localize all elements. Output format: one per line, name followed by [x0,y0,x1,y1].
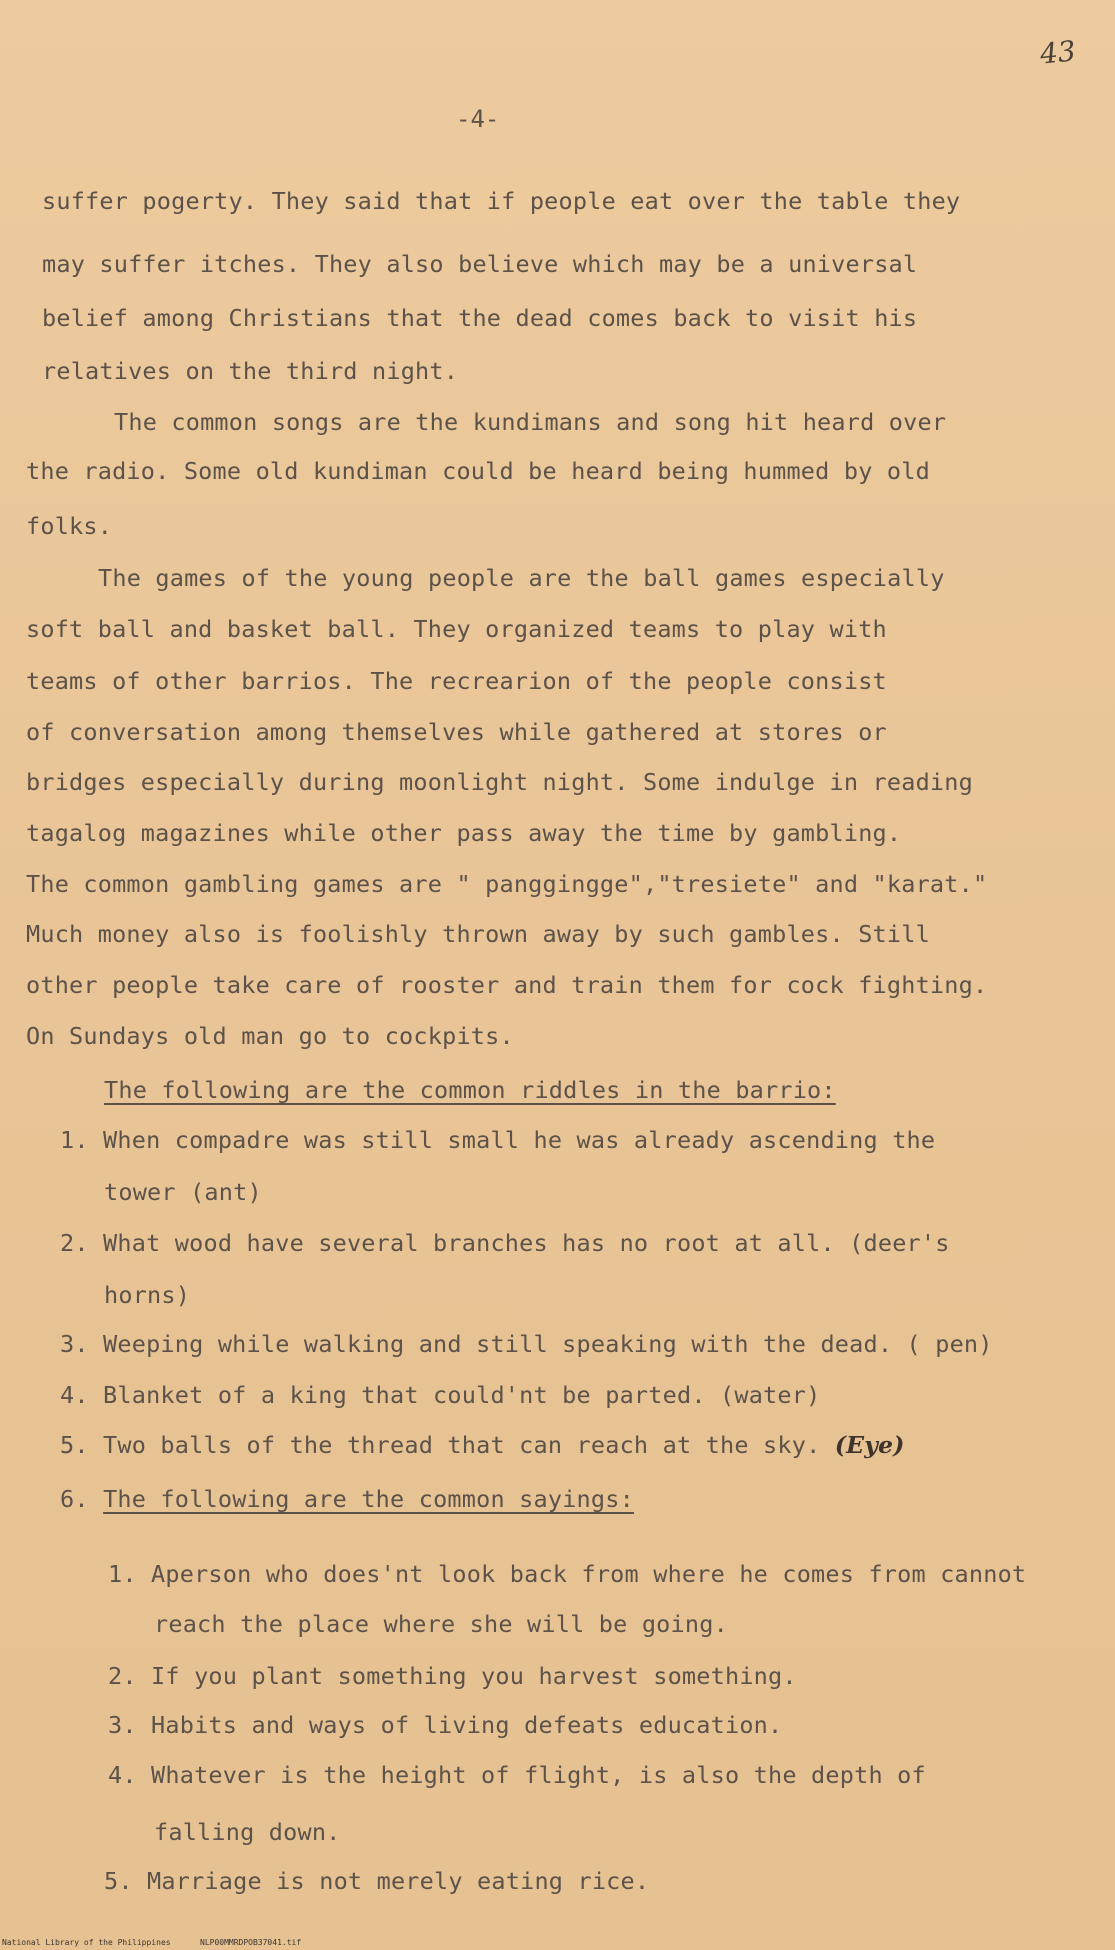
riddle-item [60,1430,905,1460]
sayings-heading-line [60,1484,634,1514]
handwritten-answer: (Eye) [834,1431,905,1459]
riddle-item: 3. Weeping while walking and still speaking with the dead. ( pen) [60,1330,993,1358]
text-line: On Sundays old man go to cockpits. [26,1022,514,1050]
riddles-heading: The following are the common riddles in the barrio: [104,1076,836,1104]
text-line: The games of the young people are the ball games especially [98,564,945,592]
saying-item: 5. Marriage is not merely eating rice. [104,1867,650,1895]
text-line: The common songs are the kundimans and song hit heard over [114,408,947,436]
riddle-item: 2. What wood have several branches has no root at all. (deer's [60,1229,950,1257]
text-line: may suffer itches. They also believe which may be a universal [42,250,918,278]
folio-number: 43 [1038,34,1078,71]
riddle-item: horns) [104,1281,191,1309]
text-line: bridges especially during moonlight night. Some indulge in reading [26,768,973,796]
saying-item: falling down. [154,1818,341,1846]
text-line: relatives on the third night. [42,357,459,385]
riddle-item-text: 5. Two balls of the thread that can reach at the sky. [60,1431,821,1459]
saying-item: 3. Habits and ways of living defeats education. [108,1711,783,1739]
riddle-item: tower (ant) [104,1178,262,1206]
text-line: The common gambling games are " panggingge","tresiete" and "karat." [26,870,988,898]
text-line: teams of other barrios. The recrearion of the people consist [26,667,887,695]
text-line: suffer pogerty. They said that if people eat over the table they [42,187,961,215]
text-line: Much money also is foolishly thrown away by such gambles. Still [26,920,930,948]
text-line: tagalog magazines while other pass away the time by gambling. [26,819,902,847]
riddle-item: 1. When compadre was still small he was already ascending the [60,1126,936,1154]
footer-filename: NLP00MMRDPOB37041.tif [200,1938,302,1947]
text-line: other people take care of rooster and train them for cock fighting. [26,971,988,999]
sayings-marker: 6. [60,1485,89,1513]
sayings-heading: The following are the common sayings: [103,1485,634,1513]
scan-footer [0,1936,1115,1950]
riddle-item: 4. Blanket of a king that could'nt be parted. (water) [60,1381,821,1409]
saying-item: 1. Aperson who does'nt look back from where he comes from cannot [108,1560,1027,1588]
saying-item: reach the place where she will be going. [154,1610,728,1638]
text-line: belief among Christians that the dead comes back to visit his [42,304,918,332]
text-line: folks. [26,512,113,540]
saying-item: 4. Whatever is the height of flight, is also the depth of [108,1761,926,1789]
saying-item: 2. If you plant something you harvest something. [108,1662,797,1690]
footer-library-name: National Library of the Philippines [2,1938,171,1947]
text-line: of conversation among themselves while gathered at stores or [26,718,887,746]
text-line: soft ball and basket ball. They organized teams to play with [26,615,887,643]
text-line: the radio. Some old kundiman could be heard being hummed by old [26,457,930,485]
page-number: -4- [456,105,500,133]
